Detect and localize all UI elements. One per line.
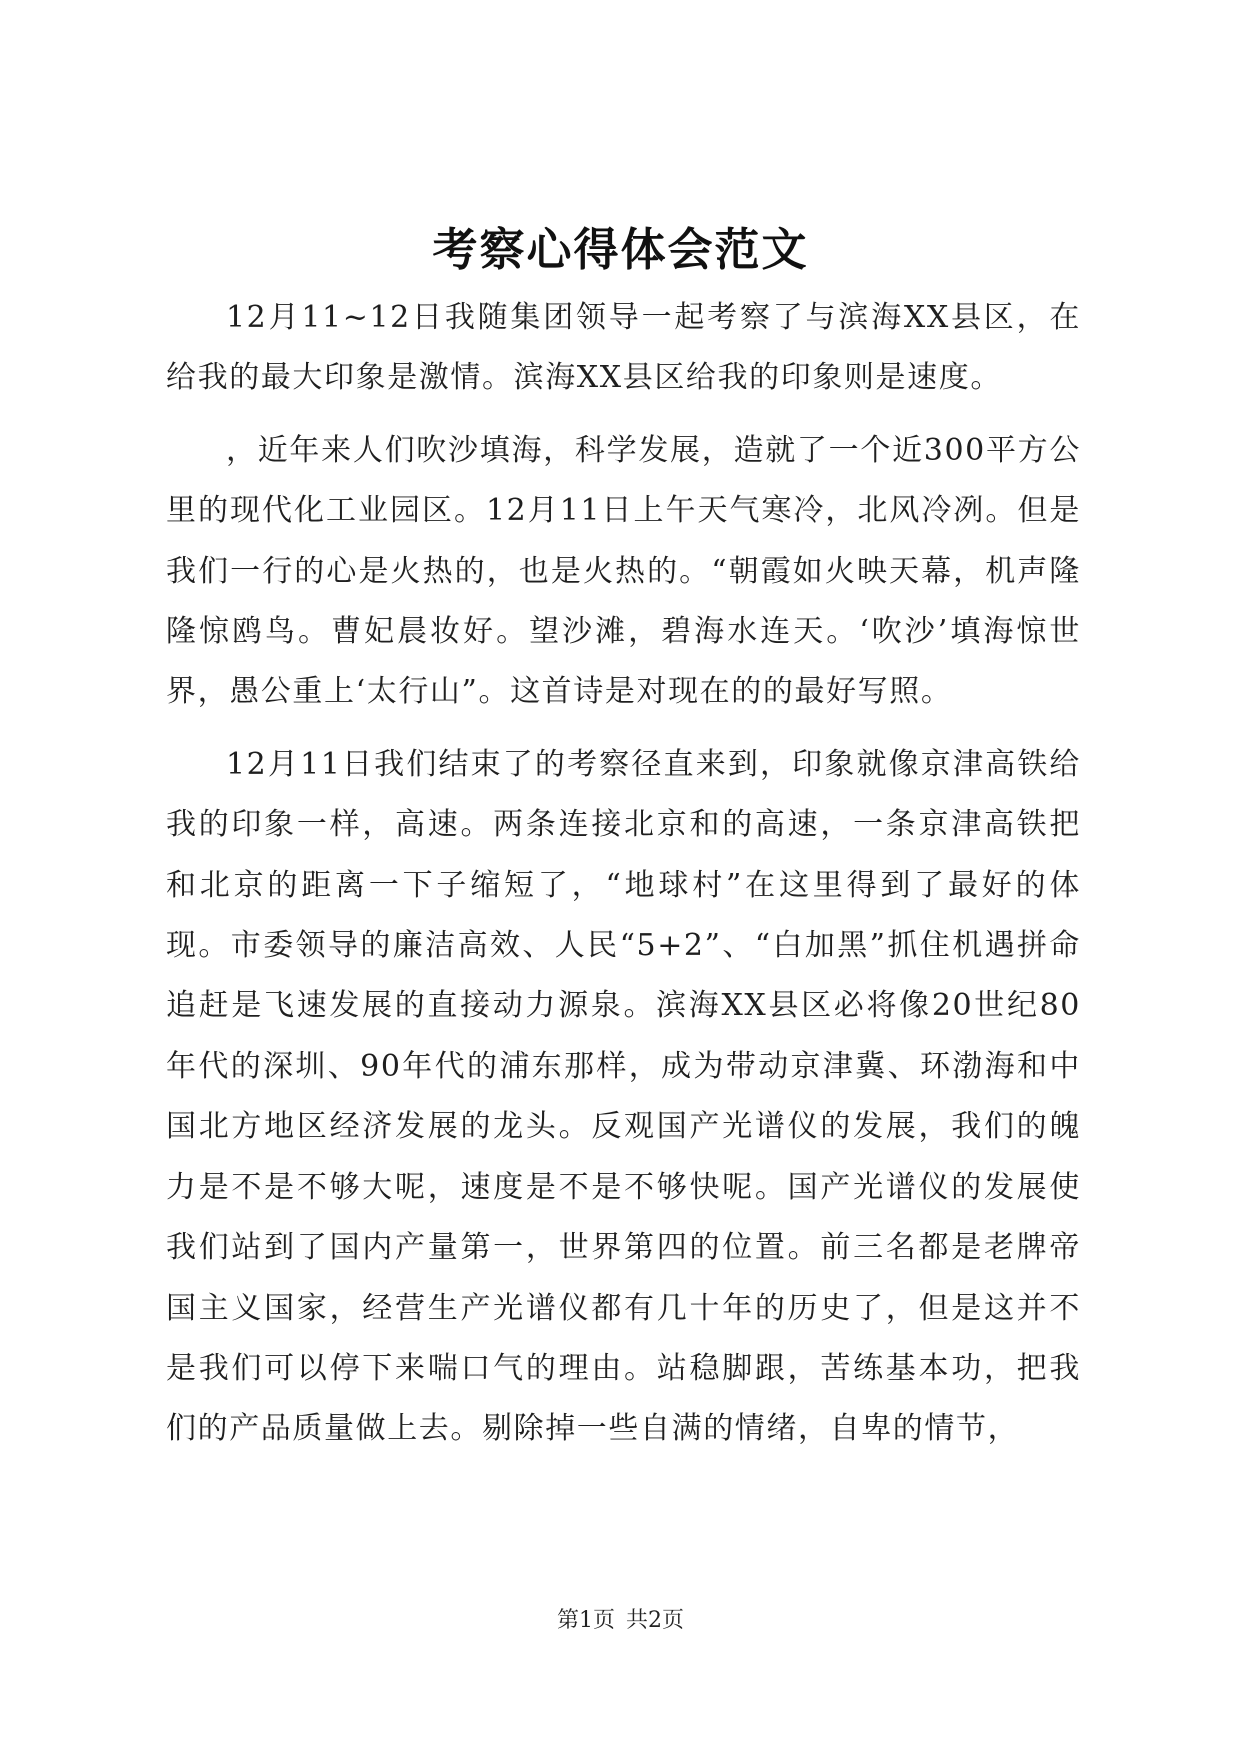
document-body: [166, 288, 1081, 1460]
paragraph-1: 12月11~12日我随集团领导一起考察了与滨海XX县区，在给我的最大印象是激情。滨海XX县区给我的印象则是速度。: [166, 300, 1081, 396]
page-number-footer: 第1页 共2页: [557, 1608, 684, 1633]
paragraph-3: 12月11日我们结束了的考察径直来到，印象就像京津高铁给我的印象一样，高速。两条连接北京和的高速，一条京津高铁把和北京的距离一下子缩短了，“地球村”在这里得到了最好的体现。市委领导的廉洁高效、人民“5+2”、“白加黑”抓住机遇拼命追赶是飞速发展的直接动力源泉。滨海XX县区必将像20世纪80年代的深圳、90年代的浦东那样，成为带动京津冀、环渤海和中国北方地区经济发展的龙头。反观国产光谱仪的发展，我们的魄力是不是不够大呢，速度是不是不够快呢。国产光谱仪的发展使我们站到了国内产量第一，世界第四的位置。前三名都是老牌帝国主义国家，经营生产光谱仪都有几十年的历史了，但是这并不是我们可以停下来喘口气的理由。站稳脚跟，苦练基本功，把我们的产品质量做上去。剔除掉一些自满的情绪，自卑的情节，: [166, 746, 1081, 1447]
paragraph-2: ，近年来人们吹沙填海，科学发展，造就了一个近300平方公里的现代化工业园区。12月11日上午天气寒冷，北风冷冽。但是我们一行的心是火热的，也是火热的。“朝霞如火映天幕，机声隆隆惊鸥鸟。曹妃晨妆好。望沙滩，碧海水连天。‘吹沙’填海惊世界，愚公重上‘太行山”。这首诗是对现在的的最好写照。: [166, 432, 1081, 710]
document-title: 考察心得体会范文: [432, 223, 809, 276]
